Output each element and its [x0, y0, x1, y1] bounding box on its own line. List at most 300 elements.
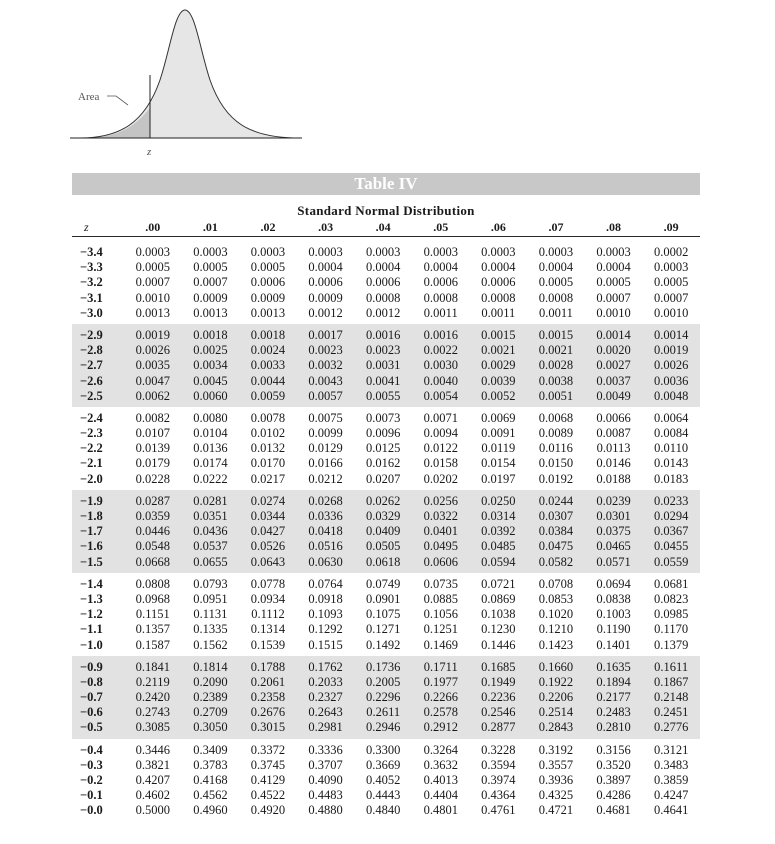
probability-cell: 0.0017 — [308, 327, 343, 342]
probability-cell: 0.0010 — [653, 305, 689, 320]
probability-cell: 0.0307 — [538, 509, 574, 523]
z-value: −1.4 — [80, 576, 103, 591]
probability-cell: 0.0823 — [653, 591, 689, 606]
probability-cell: 0.0418 — [308, 524, 343, 539]
probability-cell: 0.0202 — [423, 471, 458, 486]
z-value: −1.5 — [80, 554, 103, 569]
probability-cell: 0.0006 — [250, 275, 286, 290]
probability-cell: 0.0080 — [193, 410, 228, 425]
probability-cell: 0.0901 — [365, 591, 401, 606]
probability-cell: 0.0075 — [308, 410, 343, 425]
table-row — [72, 592, 700, 607]
probability-cell: 0.0853 — [538, 591, 574, 606]
probability-cell: 0.2358 — [250, 690, 286, 705]
probability-cell: 0.2578 — [423, 705, 458, 720]
probability-cell: 0.0008 — [423, 290, 458, 305]
probability-cell: 0.0009 — [308, 290, 343, 305]
probability-cell: 0.0125 — [365, 441, 401, 456]
probability-cell: 0.0014 — [653, 327, 689, 342]
probability-cell: 0.0735 — [423, 576, 458, 591]
probability-cell: 0.3632 — [423, 757, 458, 772]
probability-cell: 0.0427 — [250, 524, 286, 539]
probability-cell: 0.2709 — [193, 705, 228, 720]
probability-cell: 0.0132 — [250, 441, 286, 456]
z-table — [72, 173, 700, 822]
probability-cell: 0.2005 — [365, 674, 401, 689]
probability-cell: 0.0594 — [481, 554, 516, 569]
table-row — [72, 374, 700, 389]
probability-cell: 0.0089 — [538, 426, 574, 441]
probability-cell: 0.1020 — [538, 607, 574, 622]
table-row — [72, 494, 700, 509]
probability-cell: 0.2236 — [481, 690, 516, 705]
probability-cell: 0.0409 — [365, 524, 401, 539]
probability-cell: 0.0027 — [596, 358, 631, 373]
probability-cell: 0.4090 — [308, 773, 343, 787]
probability-cell: 0.4522 — [250, 788, 286, 803]
probability-cell: 0.0012 — [365, 305, 401, 320]
probability-cell: 0.2389 — [193, 690, 228, 705]
probability-cell: 0.0008 — [365, 290, 401, 305]
probability-cell: 0.0475 — [538, 539, 574, 554]
table-row — [72, 472, 700, 487]
probability-cell: 0.0003 — [250, 245, 286, 259]
probability-cell: 0.4052 — [365, 773, 401, 787]
probability-cell: 0.0030 — [423, 358, 458, 373]
z-value: −0.4 — [80, 742, 103, 757]
probability-cell: 0.0150 — [538, 456, 574, 471]
probability-cell: 0.0516 — [308, 539, 343, 554]
probability-cell: 0.4207 — [135, 773, 170, 787]
probability-cell: 0.0045 — [193, 373, 228, 388]
probability-cell: 0.4247 — [653, 788, 689, 803]
probability-cell: 0.0004 — [596, 260, 631, 275]
probability-cell: 0.0003 — [135, 245, 170, 259]
probability-cell: 0.0040 — [423, 373, 458, 388]
z-value: −3.0 — [80, 305, 103, 320]
probability-cell: 0.3557 — [538, 757, 574, 772]
column-header: .06 — [490, 220, 506, 234]
probability-cell: 0.0968 — [135, 591, 170, 606]
probability-cell: 0.1977 — [423, 674, 458, 689]
probability-cell: 0.0007 — [653, 290, 689, 305]
probability-cell: 0.0010 — [135, 290, 170, 305]
probability-cell: 0.0301 — [596, 509, 631, 523]
probability-cell: 0.0655 — [193, 554, 228, 569]
table-row — [72, 524, 700, 539]
probability-cell: 0.0102 — [250, 426, 286, 441]
probability-cell: 0.4168 — [193, 773, 228, 787]
probability-cell: 0.3669 — [365, 757, 401, 772]
probability-cell: 0.2743 — [135, 705, 170, 720]
probability-cell: 0.0281 — [193, 493, 228, 508]
probability-cell: 0.0268 — [308, 493, 343, 508]
probability-cell: 0.4761 — [481, 803, 516, 818]
row-group — [72, 407, 700, 490]
probability-cell: 0.0436 — [193, 524, 228, 539]
probability-cell: 0.0158 — [423, 456, 458, 471]
probability-cell: 0.0183 — [653, 471, 689, 486]
table-row — [72, 343, 700, 358]
z-value: −0.9 — [80, 659, 103, 674]
table-body — [72, 241, 700, 822]
probability-cell: 0.2206 — [538, 690, 574, 705]
probability-cell: 0.3446 — [135, 742, 170, 757]
table-row — [72, 773, 700, 788]
probability-cell: 0.0793 — [193, 576, 228, 591]
probability-cell: 0.0548 — [135, 539, 170, 554]
probability-cell: 0.0749 — [365, 576, 401, 591]
z-value: −1.8 — [80, 509, 103, 523]
probability-cell: 0.0005 — [250, 260, 286, 275]
probability-cell: 0.0026 — [135, 343, 170, 358]
probability-cell: 0.4325 — [538, 788, 574, 803]
area-pointer — [107, 96, 128, 105]
probability-cell: 0.0212 — [308, 471, 343, 486]
probability-cell: 0.0778 — [250, 576, 286, 591]
probability-cell: 0.1151 — [135, 607, 170, 622]
probability-cell: 0.0262 — [365, 493, 401, 508]
probability-cell: 0.0485 — [481, 539, 516, 554]
probability-cell: 0.0694 — [596, 576, 631, 591]
probability-cell: 0.0011 — [423, 305, 458, 320]
probability-cell: 0.2611 — [366, 705, 401, 720]
probability-cell: 0.1611 — [654, 659, 689, 674]
probability-cell: 0.0146 — [596, 456, 631, 471]
probability-cell: 0.1314 — [250, 622, 286, 637]
probability-cell: 0.4286 — [596, 788, 631, 803]
probability-cell: 0.0066 — [596, 410, 631, 425]
probability-cell: 0.1379 — [653, 637, 689, 652]
z-value: −2.1 — [80, 456, 103, 471]
probability-cell: 0.0179 — [135, 456, 170, 471]
probability-cell: 0.3897 — [596, 773, 631, 787]
column-header: .01 — [202, 220, 218, 234]
probability-cell: 0.4721 — [538, 803, 574, 818]
probability-cell: 0.0119 — [481, 441, 516, 456]
probability-cell: 0.0016 — [423, 327, 458, 342]
probability-cell: 0.0036 — [653, 373, 689, 388]
probability-cell: 0.0244 — [538, 493, 574, 508]
table-row — [72, 720, 700, 735]
table-row — [72, 275, 700, 290]
table-row — [72, 456, 700, 471]
probability-cell: 0.0048 — [653, 388, 689, 403]
probability-cell: 0.0228 — [135, 471, 170, 486]
probability-cell: 0.0069 — [481, 410, 516, 425]
probability-cell: 0.1112 — [251, 607, 285, 622]
probability-cell: 0.0091 — [481, 426, 516, 441]
probability-cell: 0.0054 — [423, 388, 458, 403]
probability-cell: 0.3520 — [596, 757, 631, 772]
z-value: −1.1 — [80, 622, 103, 637]
probability-cell: 0.1469 — [423, 637, 458, 652]
probability-cell: 0.0008 — [538, 290, 574, 305]
probability-cell: 0.0007 — [135, 275, 170, 290]
probability-cell: 0.1814 — [193, 659, 228, 674]
column-header: .08 — [606, 220, 622, 234]
probability-cell: 0.1867 — [653, 674, 689, 689]
z-value: −1.6 — [80, 539, 103, 554]
probability-cell: 0.0392 — [481, 524, 516, 539]
z-value: −3.4 — [80, 245, 103, 259]
probability-cell: 0.0188 — [596, 471, 631, 486]
probability-cell: 0.3050 — [193, 720, 228, 735]
probability-cell: 0.0023 — [365, 343, 401, 358]
probability-cell: 0.3707 — [308, 757, 343, 772]
probability-cell: 0.0505 — [365, 539, 401, 554]
probability-cell: 0.0055 — [365, 388, 401, 403]
probability-cell: 0.0166 — [308, 456, 343, 471]
probability-cell: 0.1446 — [481, 637, 516, 652]
probability-cell: 0.0041 — [365, 373, 401, 388]
probability-cell: 0.0059 — [250, 388, 286, 403]
row-group — [72, 656, 700, 739]
table-row — [72, 306, 700, 321]
curve-fill — [80, 10, 300, 138]
z-value: −0.0 — [80, 803, 103, 818]
probability-cell: 0.0019 — [135, 327, 170, 342]
probability-cell: 0.0004 — [538, 260, 574, 275]
column-header: .02 — [260, 220, 276, 234]
table-row — [72, 788, 700, 803]
probability-cell: 0.3821 — [135, 757, 170, 772]
z-column-header: z — [84, 220, 89, 234]
probability-cell: 0.3745 — [250, 757, 286, 772]
probability-cell: 0.0107 — [135, 426, 170, 441]
probability-cell: 0.2483 — [596, 705, 631, 720]
z-value: −0.6 — [80, 705, 103, 720]
probability-cell: 0.0052 — [481, 388, 516, 403]
probability-cell: 0.2514 — [538, 705, 574, 720]
probability-cell: 0.1230 — [481, 622, 516, 637]
probability-cell: 0.0918 — [308, 591, 343, 606]
probability-cell: 0.1762 — [308, 659, 343, 674]
probability-cell: 0.3192 — [538, 742, 574, 757]
probability-cell: 0.0207 — [365, 471, 401, 486]
probability-cell: 0.0004 — [365, 260, 401, 275]
probability-cell: 0.3336 — [308, 742, 343, 757]
probability-cell: 0.0018 — [250, 327, 286, 342]
probability-cell: 0.0007 — [193, 275, 228, 290]
z-label: z — [147, 146, 152, 158]
z-value: −1.3 — [80, 591, 103, 606]
normal-curve-figure — [70, 5, 310, 165]
probability-cell: 0.0005 — [193, 260, 228, 275]
column-header: .09 — [663, 220, 679, 234]
probability-cell: 0.0708 — [538, 576, 574, 591]
probability-cell: 0.0139 — [135, 441, 170, 456]
probability-cell: 0.0154 — [481, 456, 516, 471]
probability-cell: 0.0078 — [250, 410, 286, 425]
z-value: −2.4 — [80, 410, 103, 425]
probability-cell: 0.3409 — [193, 742, 228, 757]
probability-cell: 0.0023 — [308, 343, 343, 358]
probability-cell: 0.2946 — [365, 720, 401, 735]
probability-cell: 0.0122 — [423, 441, 458, 456]
z-value: −2.7 — [80, 358, 103, 373]
z-value: −0.5 — [80, 720, 103, 735]
probability-cell: 0.0250 — [481, 493, 516, 508]
probability-cell: 0.0129 — [308, 441, 343, 456]
probability-cell: 0.4364 — [481, 788, 516, 803]
table-row — [72, 509, 700, 524]
probability-cell: 0.0006 — [365, 275, 401, 290]
probability-cell: 0.1492 — [365, 637, 401, 652]
table-row — [72, 539, 700, 554]
table-row — [72, 411, 700, 426]
probability-cell: 0.0455 — [653, 539, 689, 554]
probability-cell: 0.2327 — [308, 690, 343, 705]
probability-cell: 0.2546 — [481, 705, 516, 720]
z-value: −1.9 — [80, 493, 103, 508]
probability-cell: 0.2981 — [308, 720, 343, 735]
probability-cell: 0.0015 — [481, 327, 516, 342]
probability-cell: 0.0035 — [135, 358, 170, 373]
z-value: −3.1 — [80, 290, 103, 305]
probability-cell: 0.0060 — [193, 388, 228, 403]
table-row — [72, 743, 700, 758]
probability-cell: 0.0256 — [423, 493, 458, 508]
probability-cell: 0.0073 — [365, 410, 401, 425]
probability-cell: 0.0004 — [481, 260, 516, 275]
probability-cell: 0.4801 — [423, 803, 458, 818]
probability-cell: 0.4129 — [250, 773, 286, 787]
table-title: Table IV — [72, 173, 700, 195]
probability-cell: 0.2119 — [135, 674, 170, 689]
column-header: .00 — [145, 220, 161, 234]
probability-cell: 0.1423 — [538, 637, 574, 652]
table-row — [72, 675, 700, 690]
probability-cell: 0.0344 — [250, 509, 286, 523]
probability-cell: 0.0005 — [596, 275, 631, 290]
probability-cell: 0.0006 — [423, 275, 458, 290]
probability-cell: 0.0606 — [423, 554, 458, 569]
probability-cell: 0.0322 — [423, 509, 458, 523]
probability-cell: 0.3483 — [653, 757, 689, 772]
probability-cell: 0.2776 — [653, 720, 689, 735]
probability-cell: 0.0003 — [193, 245, 228, 259]
probability-cell: 0.0808 — [135, 576, 170, 591]
z-value: −1.2 — [80, 607, 103, 622]
probability-cell: 0.0359 — [135, 509, 170, 523]
row-group — [72, 573, 700, 656]
probability-cell: 0.3228 — [481, 742, 516, 757]
probability-cell: 0.0047 — [135, 373, 170, 388]
probability-cell: 0.0006 — [308, 275, 343, 290]
z-value: −2.3 — [80, 426, 103, 441]
probability-cell: 0.1131 — [193, 607, 228, 622]
probability-cell: 0.0003 — [538, 245, 574, 259]
probability-cell: 0.2266 — [423, 690, 458, 705]
probability-cell: 0.0014 — [596, 327, 631, 342]
probability-cell: 0.0018 — [193, 327, 228, 342]
probability-cell: 0.0885 — [423, 591, 458, 606]
probability-cell: 0.1357 — [135, 622, 170, 637]
probability-cell: 0.3300 — [365, 742, 401, 757]
probability-cell: 0.3594 — [481, 757, 516, 772]
probability-cell: 0.0025 — [193, 343, 228, 358]
table-row — [72, 260, 700, 275]
probability-cell: 0.0071 — [423, 410, 458, 425]
probability-cell: 0.0051 — [538, 388, 574, 403]
probability-cell: 0.1190 — [596, 622, 631, 637]
probability-cell: 0.0003 — [308, 245, 343, 259]
probability-cell: 0.0003 — [423, 245, 458, 259]
probability-cell: 0.4602 — [135, 788, 170, 803]
probability-cell: 0.2451 — [653, 705, 689, 720]
probability-cell: 0.0116 — [538, 441, 573, 456]
probability-cell: 0.0034 — [193, 358, 228, 373]
probability-cell: 0.0026 — [653, 358, 689, 373]
column-header: .05 — [433, 220, 449, 234]
probability-cell: 0.0384 — [538, 524, 574, 539]
probability-cell: 0.0013 — [135, 305, 170, 320]
probability-cell: 0.4404 — [423, 788, 458, 803]
probability-cell: 0.0006 — [481, 275, 516, 290]
z-value: −0.1 — [80, 788, 103, 803]
probability-cell: 0.0009 — [250, 290, 286, 305]
probability-cell: 0.3121 — [653, 742, 689, 757]
probability-cell: 0.3974 — [481, 773, 516, 787]
probability-cell: 0.0113 — [596, 441, 631, 456]
probability-cell: 0.1075 — [365, 607, 401, 622]
probability-cell: 0.0002 — [653, 245, 689, 259]
probability-cell: 0.0526 — [250, 539, 286, 554]
probability-cell: 0.0012 — [308, 305, 343, 320]
probability-cell: 0.1038 — [481, 607, 516, 622]
probability-cell: 0.3085 — [135, 720, 170, 735]
z-value: −2.8 — [80, 343, 103, 358]
table-row — [72, 555, 700, 570]
probability-cell: 0.0011 — [538, 305, 573, 320]
probability-cell: 0.0011 — [481, 305, 516, 320]
probability-cell: 0.3156 — [596, 742, 631, 757]
z-value: −2.5 — [80, 388, 103, 403]
probability-cell: 0.1539 — [250, 637, 286, 652]
probability-cell: 0.1401 — [596, 637, 631, 652]
probability-cell: 0.0985 — [653, 607, 689, 622]
probability-cell: 0.0233 — [653, 493, 689, 508]
probability-cell: 0.2676 — [250, 705, 286, 720]
probability-cell: 0.1515 — [308, 637, 343, 652]
probability-cell: 0.0039 — [481, 373, 516, 388]
probability-cell: 0.0217 — [250, 471, 286, 486]
probability-cell: 0.0068 — [538, 410, 574, 425]
probability-cell: 0.4920 — [250, 803, 286, 818]
probability-cell: 0.2810 — [596, 720, 631, 735]
probability-cell: 0.4960 — [193, 803, 228, 818]
probability-cell: 0.0029 — [481, 358, 516, 373]
probability-cell: 0.0287 — [135, 493, 170, 508]
probability-cell: 0.0136 — [193, 441, 228, 456]
probability-cell: 0.2090 — [193, 674, 228, 689]
probability-cell: 0.2843 — [538, 720, 574, 735]
probability-cell: 0.0110 — [654, 441, 689, 456]
probability-cell: 0.4562 — [193, 788, 228, 803]
probability-cell: 0.0008 — [481, 290, 516, 305]
table-row — [72, 358, 700, 373]
z-value: −1.7 — [80, 524, 103, 539]
z-value: −2.6 — [80, 373, 103, 388]
probability-cell: 0.2033 — [308, 674, 343, 689]
probability-cell: 0.2420 — [135, 690, 170, 705]
probability-cell: 0.0043 — [308, 373, 343, 388]
probability-cell: 0.0869 — [481, 591, 516, 606]
z-value: −0.2 — [80, 773, 103, 787]
probability-cell: 0.0057 — [308, 388, 343, 403]
probability-cell: 0.3936 — [538, 773, 574, 787]
